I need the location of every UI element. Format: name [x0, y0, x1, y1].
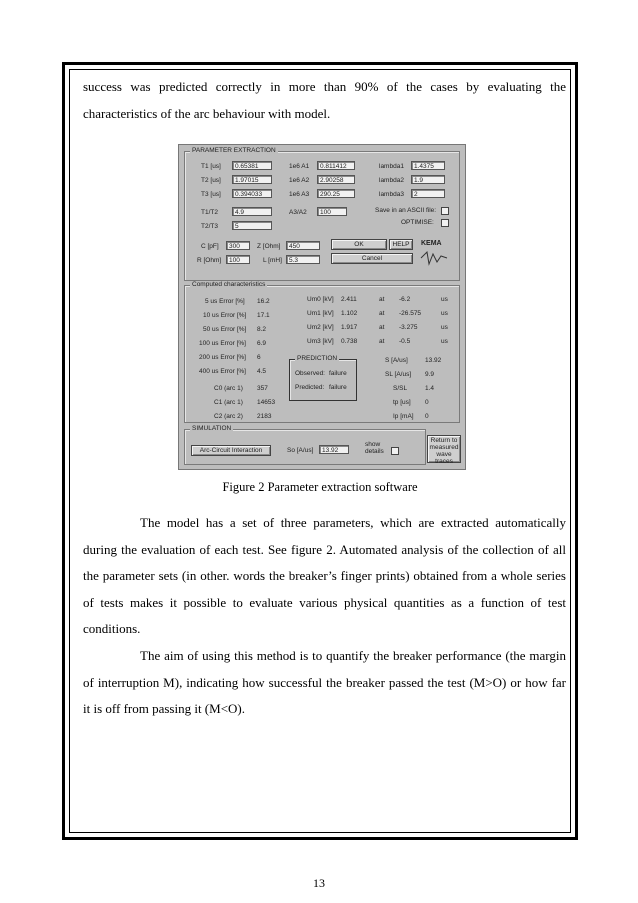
um-label: Um3 [kV]	[307, 338, 334, 345]
t2t3-field[interactable]: 5	[232, 221, 272, 230]
t1-field[interactable]: 0.65381	[232, 161, 272, 170]
z-field[interactable]: 450	[286, 241, 320, 250]
computed-title: Computed characteristics	[192, 281, 266, 288]
um-value: 0.738	[341, 338, 358, 345]
t1t2-field[interactable]: 4.9	[232, 207, 272, 216]
a2-label: 1e6 A2	[289, 177, 310, 184]
c0-label: C0 (arc 1)	[214, 385, 243, 392]
save-ascii-label: Save in an ASCII file:	[375, 207, 437, 214]
z-label: Z [Ohm]	[257, 243, 281, 250]
a3-label: 1e6 A3	[289, 191, 310, 198]
ok-button[interactable]: OK	[331, 239, 387, 250]
c-label: C [pF]	[201, 243, 219, 250]
a1-field[interactable]: 0.811412	[317, 161, 355, 170]
help-button[interactable]: HELP	[389, 239, 413, 250]
um-label: Um0 [kV]	[307, 296, 334, 303]
r-field[interactable]: 100	[226, 255, 250, 264]
a3-field[interactable]: 290.25	[317, 189, 355, 198]
error-value: 17.1	[257, 312, 270, 319]
page-number: 13	[313, 876, 325, 890]
um-at: at	[379, 296, 385, 303]
lambda2-label: lambda2	[379, 177, 404, 184]
r-label: R [Ohm]	[197, 257, 222, 264]
predicted-value: failure	[329, 384, 347, 391]
ip-label: Ip [mA]	[393, 413, 414, 420]
lambda3-field[interactable]: 2	[411, 189, 445, 198]
um-time: -26.575	[399, 310, 422, 317]
t3-field[interactable]: 0.394033	[232, 189, 272, 198]
um-at: at	[379, 310, 385, 317]
group-title: PARAMETER EXTRACTION	[192, 147, 276, 154]
um-at: at	[379, 338, 385, 345]
s-value: 13.92	[425, 357, 442, 364]
a1-label: 1e6 A1	[289, 163, 310, 170]
s-label: S [A/us]	[385, 357, 408, 364]
lambda3-label: lambda3	[379, 191, 404, 198]
paragraph-1: success was predicted correctly in more than 90% of the cases by evaluating the characteristics of the arc behaviour with model.	[83, 79, 566, 121]
ip-value: 0	[425, 413, 429, 420]
um-unit: us	[441, 310, 448, 317]
error-label: 10 us Error [%]	[203, 312, 247, 319]
paragraph-2: The model has a set of three parameters, which are extracted automatically during the evaluation of each test. See figure 2. Automated analysis of the collection of all the parameter sets (in other. words the breaker’s finger prints) obtained from a whole series of tests makes it possible to evaluate various physical quantities as a function of test conditions.	[83, 515, 566, 636]
return-to-wave-traces-button[interactable]: Return to measured wave traces	[427, 435, 461, 463]
um-at: at	[379, 324, 385, 331]
tp-label: tp [us]	[393, 399, 411, 406]
um-value: 2.411	[341, 296, 357, 303]
t2-field[interactable]: 1.97015	[232, 175, 272, 184]
um-value: 1.917	[341, 324, 358, 331]
observed-label: Observed:	[295, 370, 325, 377]
arc-circuit-interaction-button[interactable]: Arc-Circuit Interaction	[191, 445, 271, 456]
um-value: 1.102	[341, 310, 358, 317]
um-label: Um1 [kV]	[307, 310, 334, 317]
error-label: 100 us Error [%]	[199, 340, 246, 347]
error-label: 200 us Error [%]	[199, 354, 246, 361]
sl-label: SL [A/us]	[385, 371, 412, 378]
error-value: 4.5	[257, 368, 267, 375]
error-value: 16.2	[257, 298, 270, 305]
error-value: 6.9	[257, 340, 267, 347]
tp-value: 0	[425, 399, 429, 406]
lambda1-field[interactable]: 1.4375	[411, 161, 445, 170]
c1-value: 14653	[257, 399, 276, 406]
t2t3-label: T2/T3	[201, 223, 218, 230]
kema-logo	[419, 240, 449, 266]
c-field[interactable]: 300	[226, 241, 250, 250]
error-label: 5 us Error [%]	[205, 298, 245, 305]
lambda1-label: lambda1	[379, 163, 404, 170]
so-label: So [A/us]	[287, 447, 314, 454]
t2-label: T2 [us]	[201, 177, 221, 184]
error-label: 400 us Error [%]	[199, 368, 246, 375]
t1t2-label: T1/T2	[201, 209, 218, 216]
kema-logo-text: KEMA	[421, 240, 442, 247]
optimise-label: OPTIMISE:	[401, 219, 434, 226]
lambda2-field[interactable]: 1.9	[411, 175, 445, 184]
um-unit: us	[441, 338, 448, 345]
t3-label: T3 [us]	[201, 191, 221, 198]
um-time: -0.5	[399, 338, 411, 345]
prediction-group	[289, 355, 357, 401]
error-value: 8.2	[257, 326, 267, 333]
c2-value: 2183	[257, 413, 272, 420]
show-details-label: show details	[365, 441, 384, 455]
c0-value: 357	[257, 385, 268, 392]
observed-value: failure	[329, 370, 347, 377]
l-label: L [mH]	[263, 257, 282, 264]
show-details-checkbox[interactable]	[391, 447, 399, 455]
ssl-value: 1.4	[425, 385, 435, 392]
optimise-checkbox[interactable]	[441, 219, 449, 227]
a2-field[interactable]: 2.90258	[317, 175, 355, 184]
c2-label: C2 (arc 2)	[214, 413, 243, 420]
sl-value: 9.9	[425, 371, 435, 378]
um-unit: us	[441, 296, 448, 303]
ssl-label: S/SL	[393, 385, 408, 392]
um-label: Um2 [kV]	[307, 324, 334, 331]
um-unit: us	[441, 324, 448, 331]
cancel-button[interactable]: Cancel	[331, 253, 413, 264]
a3a2-field[interactable]: 100	[317, 207, 347, 216]
error-value: 6	[257, 354, 261, 361]
parameter-extraction-screenshot	[178, 144, 466, 470]
t1-label: T1 [us]	[201, 163, 221, 170]
simulation-title: SIMULATION	[192, 425, 232, 432]
so-field[interactable]: 13.92	[319, 445, 349, 454]
kema-logo-icon	[419, 250, 449, 266]
um-time: -3.275	[399, 324, 418, 331]
prediction-title: PREDICTION	[297, 355, 338, 362]
l-field[interactable]: 5.3	[286, 255, 320, 264]
page-border	[62, 62, 578, 840]
figure-caption: Figure 2 Parameter extraction software	[222, 480, 418, 494]
paragraph-3: The aim of using this method is to quantify the breaker performance (the margin of interruption M), indicating how successful the breaker passed the test (M>O) or how far it is off from passing it (M<O).	[83, 648, 566, 716]
c1-label: C1 (arc 1)	[214, 399, 243, 406]
predicted-label: Predicted:	[295, 384, 325, 391]
save-ascii-checkbox[interactable]	[441, 207, 449, 215]
um-time: -6.2	[399, 296, 411, 303]
a3a2-label: A3/A2	[289, 209, 307, 216]
error-label: 50 us Error [%]	[203, 326, 247, 333]
